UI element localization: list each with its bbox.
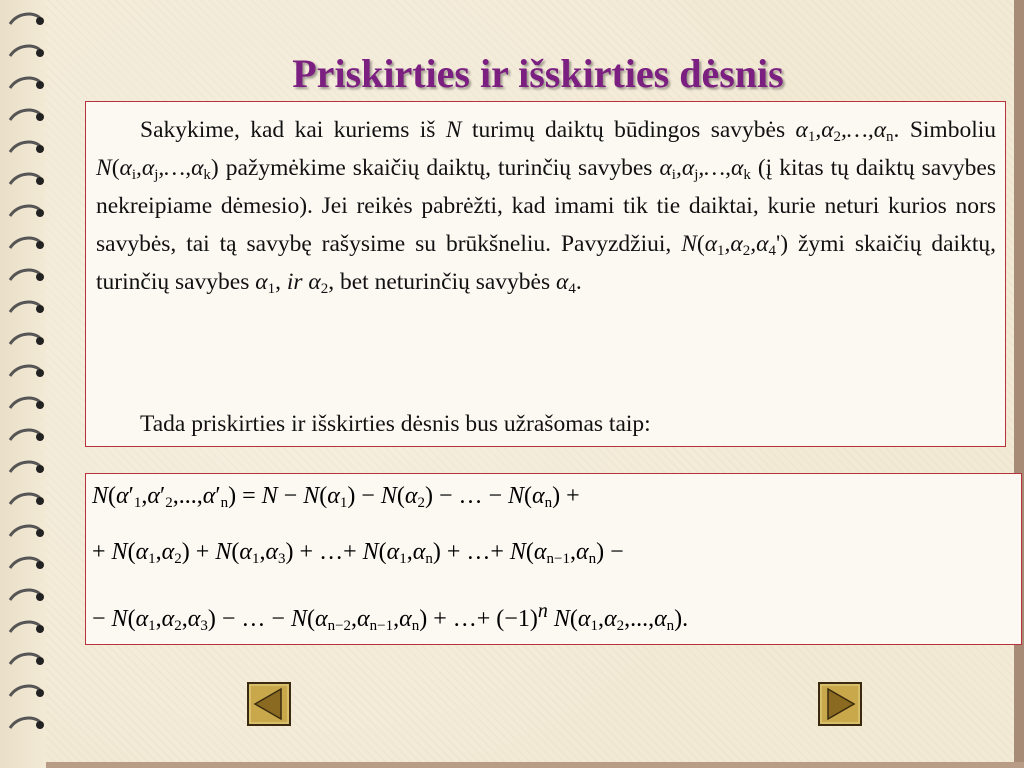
formula-line-3 [92, 600, 688, 633]
paragraph-text: . Simboliu [893, 117, 996, 143]
formula-text: ) + …+ (−1) [419, 606, 538, 632]
math-symbol: N [508, 483, 525, 509]
formula-text: ′ [128, 483, 134, 509]
formula-text: ( [524, 483, 533, 509]
math-symbol: α [659, 155, 672, 181]
math-symbol: N [92, 483, 109, 509]
spiral-ring-icon [6, 586, 46, 608]
math-subscript: 3 [200, 618, 208, 634]
spiral-ring-icon [6, 10, 46, 32]
math-symbol: α [556, 269, 569, 295]
formula-text: , [597, 606, 604, 632]
spiral-ring-icon [6, 330, 46, 352]
math-subscript: 1 [590, 618, 598, 634]
formula-text: ( [306, 606, 315, 632]
math-subscript: j [694, 167, 699, 183]
math-subscript: n [886, 129, 894, 145]
paragraph-text: ) pažymėkime skaičių daiktų, turinčių savybes [210, 155, 660, 181]
formula-line-1 [92, 483, 580, 510]
formula-text: ′ [215, 483, 221, 509]
math-subscript: n−1 [546, 551, 570, 567]
math-symbol: α [202, 483, 216, 509]
paragraph-text: ( [696, 231, 705, 257]
formula-text: , [259, 539, 266, 565]
math-symbol: α [357, 606, 370, 632]
formula-text: ) − … − [424, 483, 509, 509]
formula-text: , [406, 539, 413, 565]
formula-line-2 [92, 539, 624, 566]
math-subscript: 3 [278, 551, 286, 567]
math-symbol: α [704, 231, 718, 257]
math-subscript: 1 [251, 551, 260, 567]
math-symbol: α [577, 606, 591, 632]
page-title: Priskirties ir išskirties dėsnis [292, 51, 784, 96]
math-subscript: 1 [807, 129, 816, 145]
math-subscript: 1 [267, 281, 276, 297]
formula-text: ) + [181, 539, 216, 565]
math-subscript: 1 [399, 551, 407, 567]
math-subscript: 2 [417, 495, 425, 511]
spiral-ring-icon [6, 202, 46, 224]
spiral-ring-icon [6, 490, 46, 512]
formula-text: − [277, 483, 304, 509]
math-symbol: N [261, 483, 278, 509]
math-symbol: N [290, 606, 307, 632]
math-symbol: α [191, 155, 204, 181]
spiral-ring-icon [6, 170, 46, 192]
math-subscript: n−2 [327, 618, 352, 634]
math-symbol: α [116, 483, 129, 509]
spiral-ring-icon [6, 106, 46, 128]
math-symbol: α [161, 539, 175, 565]
math-subscript: i [131, 167, 137, 183]
math-symbol: N [111, 539, 128, 565]
spiral-ring-icon [6, 554, 46, 576]
math-symbol: α [795, 117, 808, 143]
formula-text: , [570, 539, 576, 565]
math-subscript: 2 [742, 243, 751, 259]
math-subscript: n [220, 495, 229, 511]
math-symbol: α [873, 117, 887, 143]
math-symbol: N [362, 539, 379, 565]
formula-text: ( [396, 483, 405, 509]
spiral-ring-icon [6, 138, 46, 160]
math-symbol: N [445, 117, 462, 143]
math-symbol: , [815, 117, 822, 143]
math-symbol: α [386, 539, 400, 565]
math-symbol: α [533, 539, 547, 565]
math-subscript: k [203, 167, 211, 183]
math-subscript: 2 [174, 618, 182, 634]
math-symbol: α [119, 155, 132, 181]
math-symbol: α [161, 606, 175, 632]
math-symbol: α [821, 117, 834, 143]
paragraph-text: , [275, 269, 287, 295]
paragraph-text: (į kitas tų daiktų savybes nekreipiame dėmesio). Jei reikės pabrėžti, kad imami tik tie daiktai, kurie neturi kurios nors savybės, tai tą savybę rašysime su brūkšneliu. Pavyzdžiui, [96, 155, 996, 257]
math-symbol: α [576, 539, 589, 565]
math-symbol: N [96, 155, 112, 181]
formula-text: , [181, 606, 188, 632]
formula-text: + [92, 539, 112, 565]
math-subscript: n−1 [369, 618, 394, 634]
spiral-ring-icon [6, 394, 46, 416]
math-subscript: j [154, 167, 159, 183]
math-symbol: α [404, 483, 418, 509]
formula-text: , [141, 483, 148, 509]
formula-text: , [351, 606, 358, 632]
math-symbol: α [255, 269, 268, 295]
math-symbol: α [135, 606, 149, 632]
math-symbol: , [136, 155, 142, 181]
math-symbol: α [532, 483, 545, 509]
math-subscript: n [588, 551, 597, 567]
math-subscript: n [544, 495, 553, 511]
math-symbol: α [239, 539, 252, 565]
math-symbol: N [553, 606, 570, 632]
math-symbol: N [509, 539, 526, 565]
math-symbol: N [303, 483, 320, 509]
math-symbol: α [314, 606, 328, 632]
math-symbol: α [681, 155, 695, 181]
paragraph-text: . [575, 269, 582, 295]
formula-text: ( [127, 606, 136, 632]
spiral-ring-icon [6, 682, 46, 704]
paragraph-text: turimų daiktų būdingos savybės [461, 117, 796, 143]
math-symbol: α [308, 269, 321, 295]
math-symbol: , [675, 155, 682, 181]
math-subscript: i [671, 167, 676, 183]
paragraph-intro-formula: Tada priskirties ir išskirties dėsnis bus užrašomas taip: [140, 411, 651, 437]
math-symbol: α [731, 155, 744, 181]
math-subscript: 2 [616, 618, 625, 634]
math-symbol: ,…, [158, 155, 192, 181]
spiral-ring-icon [6, 234, 46, 256]
math-symbol: ,…, [841, 117, 874, 143]
paragraph-text: Sakykime, kad kai kuriems iš [140, 117, 446, 143]
formula-text: ) − … − [207, 606, 291, 632]
spiral-ring-icon [6, 618, 46, 640]
formula-text: ( [319, 483, 328, 509]
spiral-ring-icon [6, 650, 46, 672]
math-symbol: N [215, 539, 232, 565]
math-subscript: n [411, 618, 420, 634]
math-symbol: α [187, 606, 201, 632]
formula-text: ( [231, 539, 240, 565]
math-symbol: α [654, 606, 667, 632]
math-symbol: , [724, 231, 731, 257]
math-symbol: N [380, 483, 397, 509]
formula-text: ( [525, 539, 534, 565]
formula-text: ) + [552, 483, 580, 509]
math-symbol: α [147, 483, 160, 509]
math-symbol: N [111, 606, 128, 632]
math-symbol: N [681, 231, 697, 257]
page-right-edge [1014, 0, 1024, 768]
prev-slide-button[interactable] [247, 682, 291, 726]
math-symbol: α [412, 539, 426, 565]
math-symbol: ir [286, 269, 303, 295]
spiral-ring-icon [6, 714, 46, 736]
math-symbol: α [603, 606, 617, 632]
next-slide-button[interactable] [818, 682, 862, 726]
math-symbol: α [730, 231, 743, 257]
math-subscript: 2 [174, 551, 182, 567]
math-subscript: 1 [133, 495, 142, 511]
math-subscript: 1 [148, 551, 156, 567]
formula-text: ) − [347, 483, 381, 509]
math-subscript: n [666, 618, 675, 634]
math-subscript: 2 [320, 281, 329, 297]
formula-text: ,..., [172, 483, 203, 509]
math-symbol: α [327, 483, 340, 509]
spiral-ring-icon [6, 362, 46, 384]
math-subscript: 1 [339, 495, 348, 511]
formula-text: ) + …+ [432, 539, 510, 565]
math-subscript: 2 [833, 129, 842, 145]
formula-text: ). [674, 606, 689, 632]
math-subscript: n [425, 551, 433, 567]
math-subscript: 1 [148, 618, 156, 634]
paragraph-definition [96, 111, 996, 301]
paragraph-text: , bet neturinčių savybės [328, 269, 557, 295]
math-subscript: k [743, 167, 751, 183]
math-symbol: α [135, 539, 149, 565]
math-symbol: α [756, 231, 769, 257]
math-subscript: 2 [165, 495, 173, 511]
spiral-ring-icon [6, 522, 46, 544]
math-symbol: , [750, 231, 757, 257]
math-symbol: α [141, 155, 155, 181]
paragraph-text: ') žymi skaičių daiktų, turinčių savybes [96, 231, 996, 295]
math-superscript: n [537, 600, 548, 622]
formula-text: ( [127, 539, 136, 565]
formula-text: − [92, 606, 112, 632]
formula-text: ′ [159, 483, 166, 509]
math-subscript: 1 [717, 243, 725, 259]
math-subscript: 4 [768, 243, 776, 259]
spiral-ring-icon [6, 266, 46, 288]
formula-text: ,..., [624, 606, 655, 632]
formula-text: , [155, 539, 162, 565]
formula-text: ) − [596, 539, 624, 565]
spiral-ring-icon [6, 298, 46, 320]
spiral-ring-icon [6, 458, 46, 480]
math-subscript: 4 [568, 281, 576, 297]
formula-text: , [393, 606, 400, 632]
math-symbol: α [265, 539, 279, 565]
page-bottom-edge [0, 762, 1024, 768]
paragraph-text: ( [111, 155, 120, 181]
math-symbol: α [399, 606, 412, 632]
formula-text: ) + …+ [285, 539, 363, 565]
formula-text: ( [108, 483, 117, 509]
spiral-ring-icon [6, 426, 46, 448]
formula-text: ( [569, 606, 578, 632]
formula-text: ) = [228, 483, 262, 509]
math-symbol: ,…, [698, 155, 732, 181]
formula-text: ( [378, 539, 387, 565]
formula-text: , [155, 606, 162, 632]
